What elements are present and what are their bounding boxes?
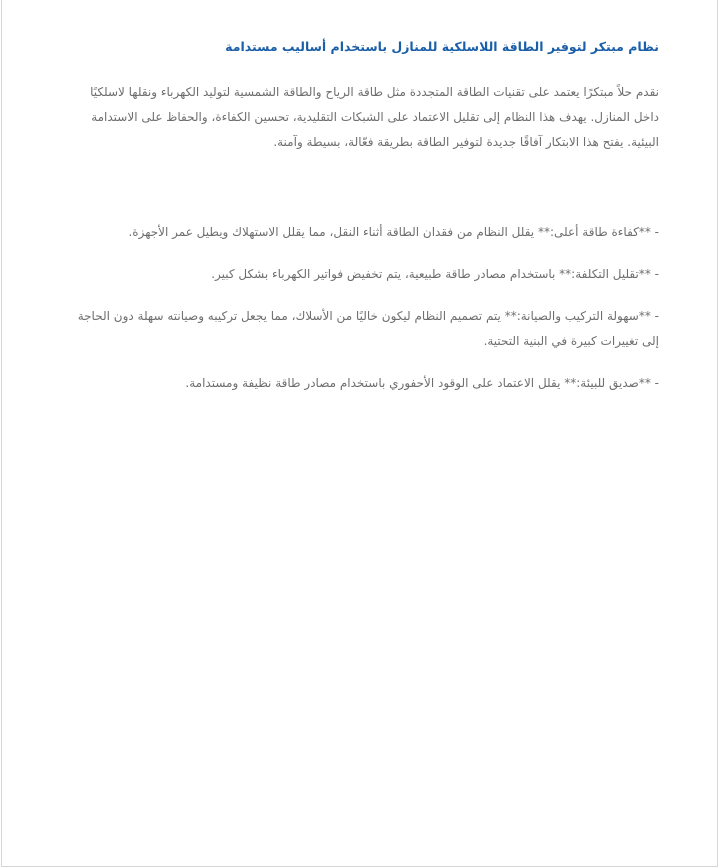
bullet-environment: - **صديق للبيئة:** يقلل الاعتماد على الوقود الأحفوري باستخدام مصادر طاقة نظيفة ومستدامة. (185, 376, 659, 390)
bullet-efficiency: - **كفاءة طاقة أعلى:** يقلل النظام من فقدان الطاقة أثناء النقل، مما يقلل الاستهلاك ويطيل عمر الأجهزة. (128, 225, 659, 239)
bullet-installation: - **سهولة التركيب والصيانة:** يتم تصميم النظام ليكون خاليًا من الأسلاك، مما يجعل تركيبه وصيانته سهلة دون الحاجة إلى تغييرات كبيرة في البنية التحتية. (77, 309, 659, 348)
document-title: نظام مبتكر لتوفير الطاقة اللاسلكية للمنازل باستخدام أساليب مستدامة (225, 39, 659, 54)
intro-paragraph: نقدم حلاً مبتكرًا يعتمد على تقنيات الطاقة المتجددة مثل طاقة الرياح والطاقة الشمسية لتوليد الكهرباء ونقلها لاسلكيًا داخل المنازل. يهدف هذا النظام إلى تقليل الاعتماد على الشبكات التقليدية، تحسين الكفاءة، والحفاظ على الاستدامة البيئية. يفتح هذا الابتكار آفاقًا جديدة لتوفير الطاقة بطريقة فعّالة، بسيطة وآمنة. (90, 85, 659, 149)
document-content (76, 34, 659, 413)
bullet-cost: - **تقليل التكلفة:** باستخدام مصادر طاقة طبيعية، يتم تخفيض فواتير الكهرباء بشكل كبير. (211, 267, 659, 281)
document-page (1, 0, 718, 867)
